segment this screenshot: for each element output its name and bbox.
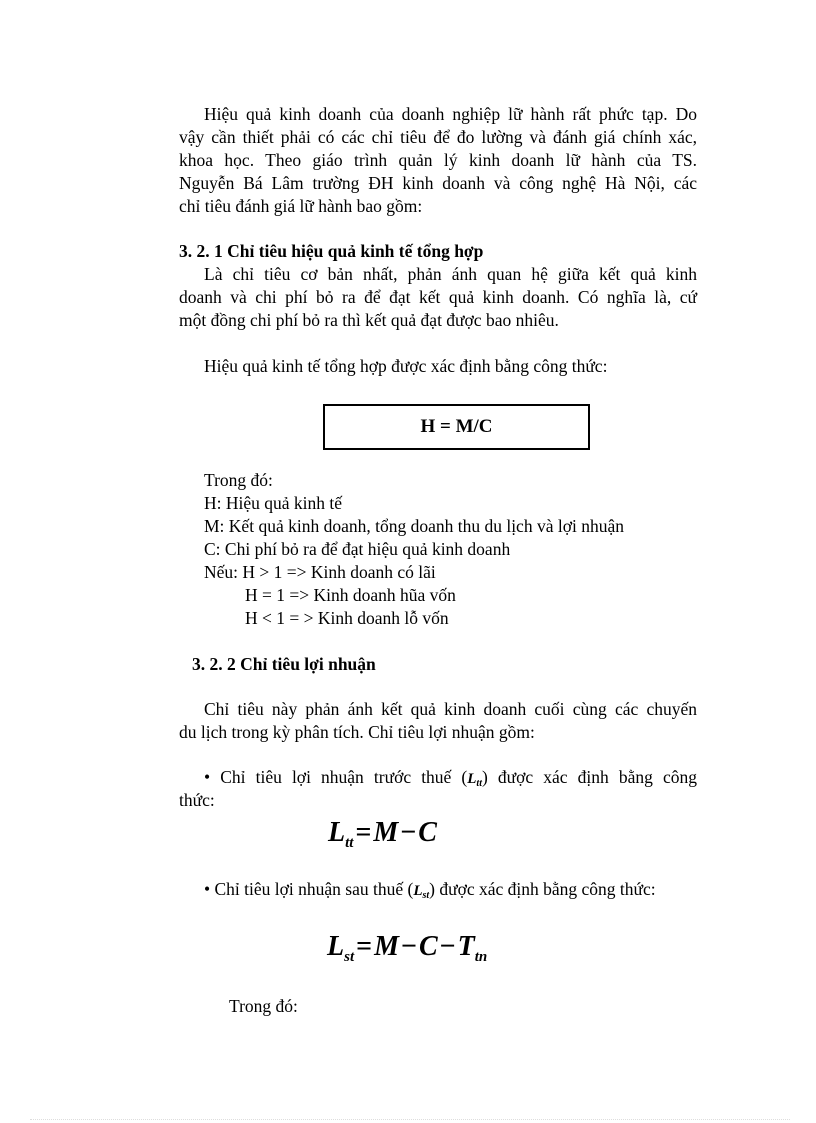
bullet-pretax-text-end: ) được xác định bằng công (481, 767, 697, 787)
f2-c: C (418, 931, 438, 962)
bullet-aftertax (204, 878, 656, 907)
bullet-pretax-continuation: thức: (179, 790, 215, 810)
f2-lhs: L (327, 931, 345, 962)
aftertax-symbol-sub: st (422, 890, 430, 901)
pretax-symbol-letter: L (467, 771, 477, 787)
formula-aftertax (327, 930, 487, 974)
f1-equals: = (355, 817, 372, 848)
section1-line-2: doanh và chi phí bỏ ra để đạt kết quả kinh doanh. Có nghĩa là, cứ (179, 287, 697, 307)
formula-pretax (328, 816, 437, 860)
bullet-pretax (179, 766, 697, 795)
section2-line-2: du lịch trong kỳ phân tích. Chỉ tiêu lợi nhuận gồm: (179, 722, 535, 742)
f1-c: C (418, 817, 437, 848)
f2-equals: = (356, 931, 373, 962)
bullet-aftertax-text-start: • Chỉ tiêu lợi nhuận sau thuế ( (204, 879, 414, 899)
pretax-symbol-sub: tt (476, 778, 482, 789)
intro-line-2: vậy cần thiết phải có các chỉ tiêu để đo lường và đánh giá chính xác, (179, 127, 697, 147)
formula-box-text: H = M/C (420, 416, 493, 437)
definition-h: H: Hiệu quả kinh tế (204, 493, 343, 513)
condition-greater: Nếu: H > 1 => Kinh doanh có lãi (204, 562, 436, 582)
bullet-aftertax-text-end: ) được xác định bằng công thức: (429, 879, 656, 899)
bullet-pretax-text-start: • Chỉ tiêu lợi nhuận trước thuế ( (204, 767, 468, 787)
f2-m: M (374, 931, 399, 962)
section-heading-1: 3. 2. 1 Chỉ tiêu hiệu quả kinh tế tổng hợp (179, 241, 484, 261)
section1-line-1: Là chỉ tiêu cơ bản nhất, phản ánh quan hệ giữa kết quả kinh (204, 264, 697, 284)
aftertax-symbol-letter: L (413, 883, 423, 899)
page-bottom-rule (30, 1119, 790, 1120)
where-label: Trong đó: (204, 470, 273, 490)
section2-line-1: Chỉ tiêu này phản ánh kết quả kinh doanh cuối cùng các chuyến (204, 699, 697, 719)
f1-m: M (373, 817, 399, 848)
f2-minus-2: − (439, 931, 456, 962)
condition-less: H < 1 = > Kinh doanh lỗ vốn (245, 608, 449, 628)
aftertax-symbol (413, 883, 429, 899)
f1-lhs-sub: tt (345, 835, 354, 851)
f1-lhs: L (328, 817, 346, 848)
section-heading-2: 3. 2. 2 Chỉ tiêu lợi nhuận (192, 654, 376, 674)
f2-lhs-sub: st (344, 949, 355, 965)
definition-m: M: Kết quả kinh doanh, tổng doanh thu du lịch và lợi nhuận (204, 516, 624, 536)
formula-intro: Hiệu quả kinh tế tổng hợp được xác định bằng công thức: (204, 356, 608, 376)
intro-line-3: khoa học. Theo giáo trình quản lý kinh doanh lữ hành của TS. (179, 150, 697, 170)
section1-line-3: một đồng chi phí bỏ ra thì kết quả đạt được bao nhiêu. (179, 310, 559, 330)
condition-equal: H = 1 => Kinh doanh hũa vốn (245, 585, 456, 605)
closing-where-label: Trong đó: (229, 996, 298, 1016)
f2-t: T (457, 931, 475, 962)
intro-line-4: Nguyễn Bá Lâm trường ĐH kinh doanh và công nghệ Hà Nội, các (179, 173, 697, 193)
pretax-symbol (467, 771, 482, 787)
formula-box (323, 404, 590, 450)
f2-t-sub: tn (474, 949, 488, 965)
f2-minus-1: − (401, 931, 417, 962)
definition-c: C: Chi phí bỏ ra để đạt hiệu quả kinh doanh (204, 539, 511, 559)
intro-line-5: chỉ tiêu đánh giá lữ hành bao gồm: (179, 196, 423, 216)
intro-line-1: Hiệu quả kinh doanh của doanh nghiệp lữ hành rất phức tạp. Do (204, 104, 697, 124)
f1-minus: − (400, 817, 417, 848)
